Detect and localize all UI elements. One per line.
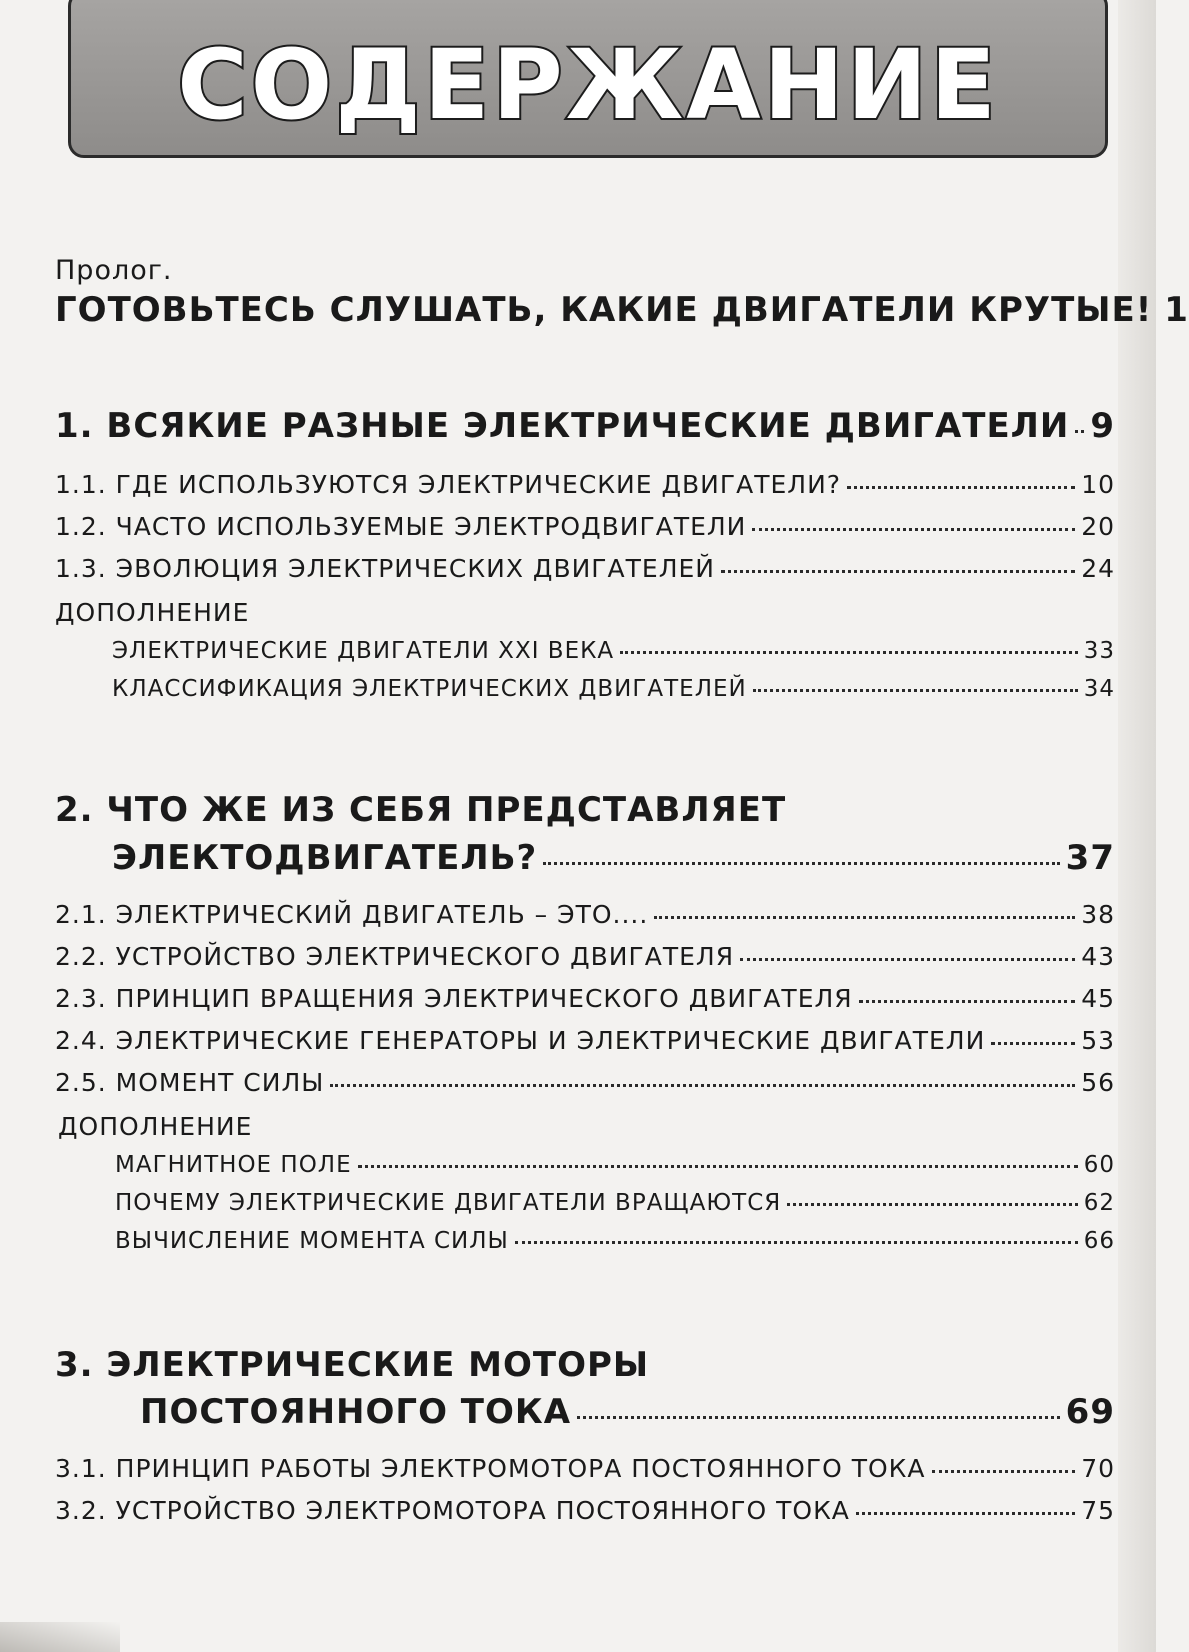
header-banner	[68, 0, 1108, 158]
toc-entry-chapter-3[interactable]	[140, 1392, 1115, 1432]
dot-leader	[1075, 430, 1084, 433]
section-label: 2.5. МОМЕНТ СИЛЫ	[55, 1068, 325, 1097]
section-label: 3.1. ПРИНЦИП РАБОТЫ ЭЛЕКТРОМОТОРА ПОСТОЯННОГО ТОКА	[55, 1454, 926, 1483]
toc-entry-section[interactable]	[55, 984, 1115, 1013]
dot-leader	[847, 486, 1075, 489]
supplement-page: 34	[1083, 676, 1115, 702]
dot-leader	[859, 1000, 1076, 1003]
section-label: 3.2. УСТРОЙСТВО ЭЛЕКТРОМОТОРА ПОСТОЯННОГО ТОКА	[55, 1496, 850, 1525]
dot-leader	[620, 651, 1078, 654]
dot-leader	[654, 916, 1075, 919]
page-title: СОДЕРЖАНИЕ	[177, 29, 999, 141]
section-page: 56	[1081, 1068, 1115, 1097]
section-page: 53	[1081, 1026, 1115, 1055]
dot-leader	[515, 1241, 1078, 1244]
section-page: 10	[1081, 470, 1115, 499]
chapter-title: ПОСТОЯННОГО ТОКА	[140, 1392, 572, 1432]
toc-entry-chapter-2[interactable]	[112, 838, 1115, 878]
chapter-2-title-line-1: 2. ЧТО ЖЕ ИЗ СЕБЯ ПРЕДСТАВЛЯЕТ	[55, 790, 787, 830]
dot-leader	[787, 1203, 1077, 1206]
section-page: 43	[1081, 942, 1115, 971]
toc-entry-supplement[interactable]	[112, 638, 1115, 664]
prologue-prefix: Пролог.	[55, 255, 173, 286]
toc-entry-title: ГОТОВЬТЕСЬ СЛУШАТЬ, КАКИЕ ДВИГАТЕЛИ КРУТЫЕ!	[55, 290, 1153, 330]
toc-entry-section[interactable]	[55, 1496, 1115, 1525]
chapter-3-title-line-1: 3. ЭЛЕКТРИЧЕСКИЕ МОТОРЫ	[55, 1345, 650, 1385]
section-label: 1.1. ГДЕ ИСПОЛЬЗУЮТСЯ ЭЛЕКТРИЧЕСКИЕ ДВИГАТЕЛИ?	[55, 470, 842, 499]
section-page: 45	[1081, 984, 1115, 1013]
chapter-page: 37	[1065, 838, 1115, 878]
section-page: 38	[1081, 900, 1115, 929]
dot-leader	[330, 1084, 1075, 1087]
toc-entry-section[interactable]	[55, 900, 1115, 929]
dot-leader	[740, 958, 1075, 961]
section-page: 75	[1081, 1496, 1115, 1525]
toc-entry-section[interactable]	[55, 942, 1115, 971]
section-page: 70	[1081, 1454, 1115, 1483]
chapter-title: 1. ВСЯКИЕ РАЗНЫЕ ЭЛЕКТРИЧЕСКИЕ ДВИГАТЕЛИ	[55, 406, 1070, 446]
page-corner-shadow	[0, 1622, 120, 1652]
section-label: 1.3. ЭВОЛЮЦИЯ ЭЛЕКТРИЧЕСКИХ ДВИГАТЕЛЕЙ	[55, 554, 716, 583]
toc-entry-supplement[interactable]	[115, 1190, 1115, 1216]
toc-entry-section[interactable]	[55, 554, 1115, 583]
section-page: 24	[1081, 554, 1115, 583]
supplement-heading: ДОПОЛНЕНИЕ	[58, 1112, 253, 1141]
section-label: 2.2. УСТРОЙСТВО ЭЛЕКТРИЧЕСКОГО ДВИГАТЕЛЯ	[55, 942, 735, 971]
toc-entry-supplement[interactable]	[115, 1228, 1115, 1254]
toc-entry-section[interactable]	[55, 512, 1115, 541]
toc-entry-page: 1	[1164, 290, 1189, 330]
section-label: 2.1. ЭЛЕКТРИЧЕСКИЙ ДВИГАТЕЛЬ – ЭТО....	[55, 900, 649, 929]
page-edge	[1118, 0, 1156, 1652]
toc-entry-section[interactable]	[55, 1454, 1115, 1483]
dot-leader	[753, 689, 1078, 692]
toc-entry-chapter-1[interactable]	[55, 406, 1115, 446]
toc-entry-section[interactable]	[55, 1068, 1115, 1097]
dot-leader	[856, 1512, 1075, 1515]
supplement-page: 33	[1083, 638, 1115, 664]
section-label: 2.3. ПРИНЦИП ВРАЩЕНИЯ ЭЛЕКТРИЧЕСКОГО ДВИГАТЕЛЯ	[55, 984, 853, 1013]
chapter-title: ЭЛЕКТОДВИГАТЕЛЬ?	[112, 838, 538, 878]
section-page: 20	[1081, 512, 1115, 541]
dot-leader	[721, 570, 1075, 573]
supplement-label: КЛАССИФИКАЦИЯ ЭЛЕКТРИЧЕСКИХ ДВИГАТЕЛЕЙ	[112, 676, 747, 702]
supplement-page: 60	[1083, 1152, 1115, 1178]
chapter-page: 69	[1065, 1392, 1115, 1432]
toc-entry-supplement[interactable]	[115, 1152, 1115, 1178]
dot-leader	[358, 1165, 1078, 1168]
supplement-page: 66	[1083, 1228, 1115, 1254]
dot-leader	[932, 1470, 1076, 1473]
toc-entry-section[interactable]	[55, 1026, 1115, 1055]
section-label: 2.4. ЭЛЕКТРИЧЕСКИЕ ГЕНЕРАТОРЫ И ЭЛЕКТРИЧЕСКИЕ ДВИГАТЕЛИ	[55, 1026, 986, 1055]
toc-entry-prologue[interactable]	[55, 290, 1189, 330]
supplement-heading: ДОПОЛНЕНИЕ	[55, 598, 250, 627]
dot-leader	[543, 862, 1059, 865]
toc-entry-section[interactable]	[55, 470, 1115, 499]
supplement-page: 62	[1083, 1190, 1115, 1216]
chapter-page: 9	[1090, 406, 1115, 446]
dot-leader	[991, 1042, 1075, 1045]
toc-entry-supplement[interactable]	[112, 676, 1115, 702]
supplement-label: ПОЧЕМУ ЭЛЕКТРИЧЕСКИЕ ДВИГАТЕЛИ ВРАЩАЮТСЯ	[115, 1190, 782, 1216]
supplement-label: ВЫЧИСЛЕНИЕ МОМЕНТА СИЛЫ	[115, 1228, 509, 1254]
dot-leader	[752, 528, 1075, 531]
section-label: 1.2. ЧАСТО ИСПОЛЬЗУЕМЫЕ ЭЛЕКТРОДВИГАТЕЛИ	[55, 512, 747, 541]
dot-leader	[577, 1416, 1060, 1419]
supplement-label: МАГНИТНОЕ ПОЛЕ	[115, 1152, 352, 1178]
supplement-label: ЭЛЕКТРИЧЕСКИЕ ДВИГАТЕЛИ XXI ВЕКА	[112, 638, 615, 664]
